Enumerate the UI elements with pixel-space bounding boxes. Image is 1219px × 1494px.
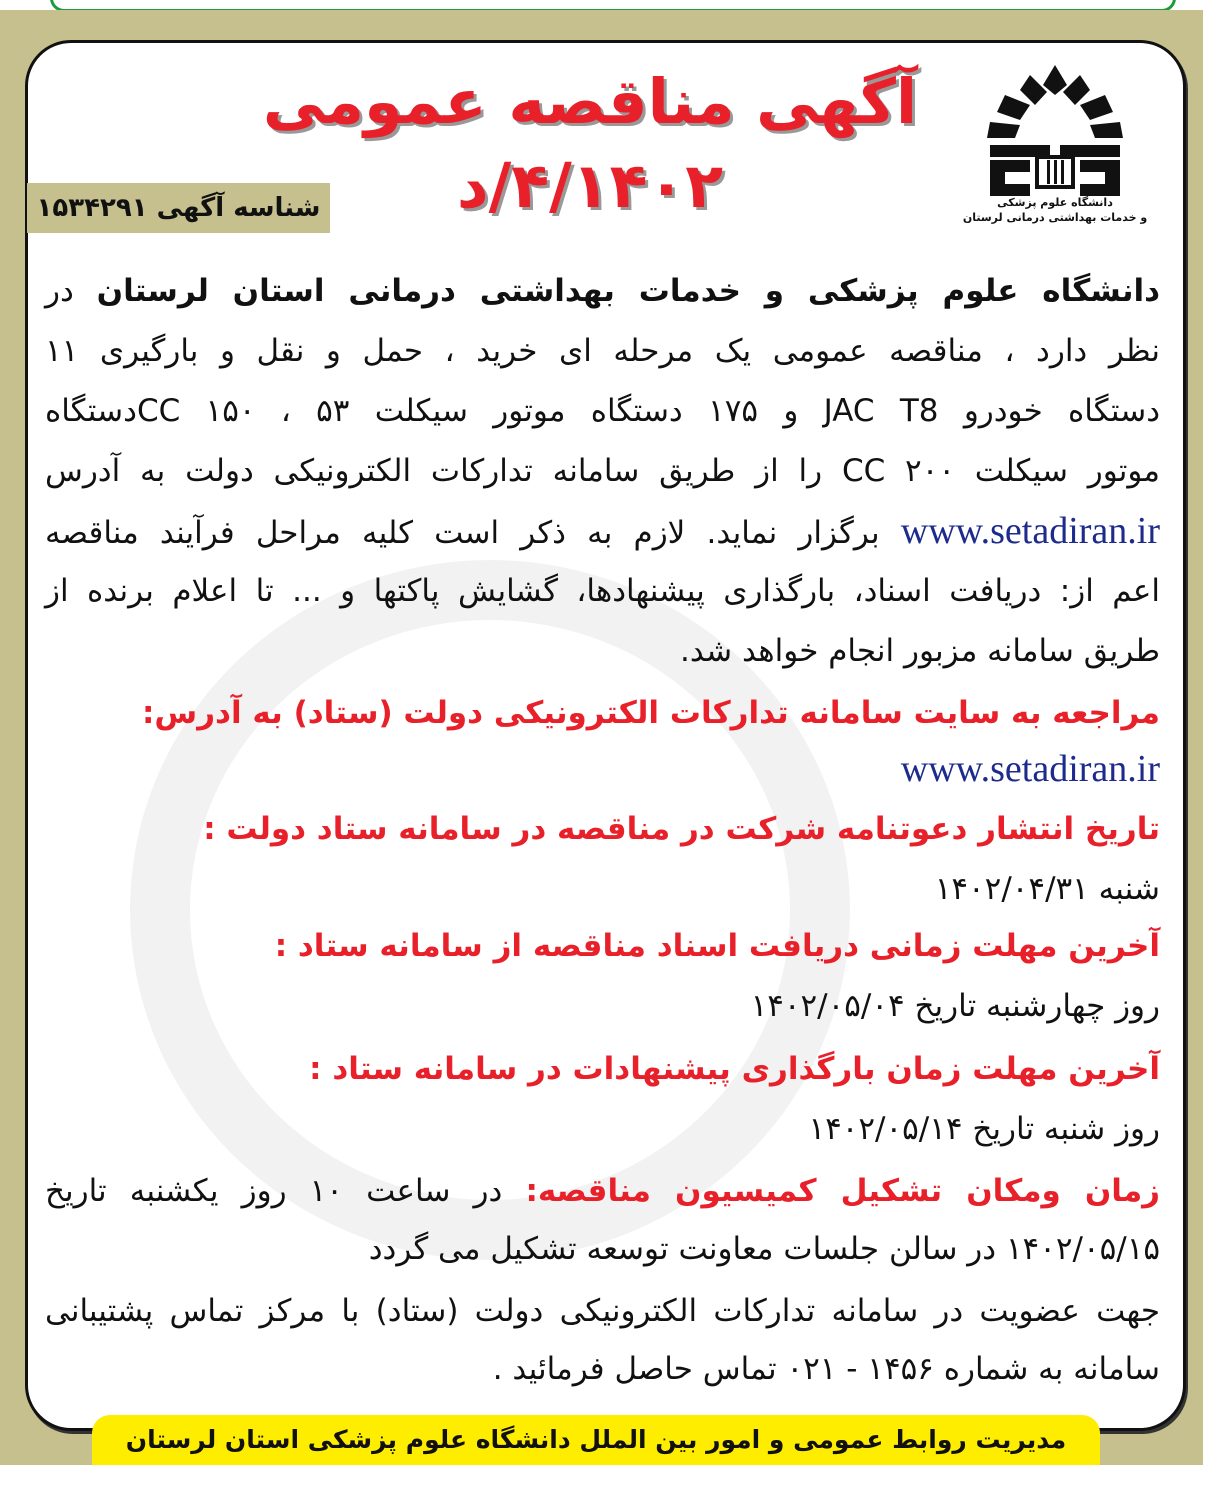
- upload-deadline-date: روز شنبه تاریخ ۱۴۰۲/۰۵/۱۴: [808, 1111, 1160, 1147]
- logo-caption-line-2: و خدمات بهداشتی درمانی لرستان: [962, 211, 1148, 224]
- commission-line-1: [45, 1166, 1160, 1216]
- body-line-1: [45, 266, 1160, 316]
- docs-deadline-date: روز چهارشنبه تاریخ ۱۴۰۲/۰۵/۰۴: [750, 988, 1160, 1024]
- logo-caption: [955, 195, 1155, 225]
- ad-id-badge: شناسه آگهی ۱۵۳۴۲۹۱: [27, 183, 330, 233]
- university-name: دانشگاه علوم پزشکی و خدمات بهداشتی درمانی استان لرستان: [96, 273, 1160, 309]
- body-line-6: اعم از: دریافت اسناد، بارگذاری پیشنهادها، گشایش پاکتها و ... تا اعلام برنده از: [45, 573, 1160, 609]
- support-line-1: جهت عضویت در سامانه تدارکات الکترونیکی دولت (ستاد) با مرکز تماس پشتیبانی: [45, 1293, 1160, 1329]
- docs-deadline-heading: آخرین مهلت زمانی دریافت اسناد مناقصه از سامانه ستاد :: [274, 928, 1160, 964]
- body-line-3: دستگاه خودرو JAC T8 و ۱۷۵ دستگاه موتور سیکلت CC ۱۵۰ ، ۵۳دستگاه: [45, 393, 1160, 429]
- title-line-1: آگهی مناقصه عمومی: [262, 65, 918, 138]
- footer-banner: مدیریت روابط عمومی و امور بین الملل دانشگاه علوم پزشکی استان لرستان: [92, 1415, 1100, 1465]
- publish-date: شنبه ۱۴۰۲/۰۴/۳۱: [934, 871, 1160, 907]
- visit-link-line: [45, 744, 1160, 794]
- setadiran-link[interactable]: www.setadiran.ir: [900, 510, 1160, 552]
- page-title: [235, 60, 945, 228]
- body-line-5: [45, 506, 1160, 556]
- body-line-4: موتور سیکلت CC ۲۰۰ را از طریق سامانه تدارکات الکترونیکی دولت به آدرس: [45, 453, 1160, 489]
- setadiran-link[interactable]: www.setadiran.ir: [900, 748, 1160, 790]
- logo-caption-line-1: دانشگاه علوم پزشکی: [997, 196, 1113, 209]
- body-line-2: نظر دارد ، مناقصه عمومی یک مرحله ای خرید ، حمل و نقل و بارگیری ۱۱: [45, 333, 1160, 369]
- body-text: در ساعت ۱۰ روز یکشنبه تاریخ: [45, 1173, 526, 1209]
- support-line-2: سامانه به شماره ۱۴۵۶ - ۰۲۱ تماس حاصل فرمائید .: [492, 1351, 1160, 1387]
- commission-heading: زمان ومکان تشکیل کمیسیون مناقصه:: [525, 1173, 1160, 1209]
- commission-line-2: ۱۴۰۲/۰۵/۱۵ در سالن جلسات معاونت توسعه تشکیل می گردد: [368, 1231, 1160, 1267]
- tender-number: ۴/۱۴۰۲/د: [456, 149, 724, 222]
- body-line-7: طریق سامانه مزبور انجام خواهد شد.: [680, 633, 1160, 669]
- upload-deadline-heading: آخرین مهلت زمان بارگذاری پیشنهادات در سامانه ستاد :: [309, 1051, 1160, 1087]
- publish-heading: تاریخ انتشار دعوتنامه شرکت در مناقصه در سامانه ستاد دولت :: [203, 811, 1160, 847]
- body-text: در: [45, 273, 97, 309]
- body-text: برگزار نماید. لازم به ذکر است کلیه مراحل فرآیند مناقصه: [45, 515, 901, 551]
- visit-heading: مراجعه به سایت سامانه تدارکات الکترونیکی دولت (ستاد) به آدرس:: [142, 695, 1160, 731]
